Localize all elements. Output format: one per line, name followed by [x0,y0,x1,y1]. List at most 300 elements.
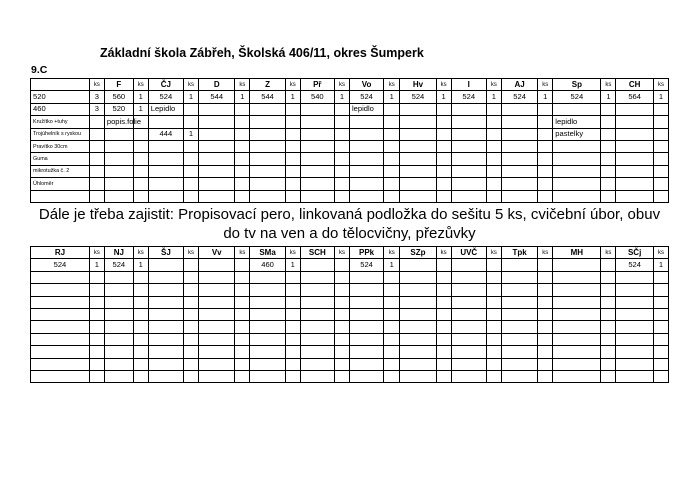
table-cell [334,370,349,382]
table-cell [486,178,501,190]
table-cell [184,140,199,152]
table-cell [89,370,104,382]
table-cell: 1 [436,91,451,103]
table-cell [616,103,653,115]
table-cell: 520 [31,91,90,103]
table-cell [553,153,601,165]
column-header: SCH [300,247,334,259]
table-cell [501,259,537,271]
table-cell [349,116,383,128]
table-cell: 524 [31,259,90,271]
table-cell [148,259,183,271]
table-cell [601,333,616,345]
column-header: ks [538,79,553,91]
table-cell [300,165,334,177]
table-cell [653,153,668,165]
column-header: Sp [553,79,601,91]
table-cell [89,128,104,140]
table-cell [653,358,668,370]
table-cell [436,271,451,283]
table-cell [104,178,133,190]
column-header: I [451,79,486,91]
table-cell [616,165,653,177]
table-cell [235,296,250,308]
table-cell [384,140,400,152]
table-cell [133,346,148,358]
table-cell [486,259,501,271]
table-cell [89,358,104,370]
table-cell [300,346,334,358]
column-header: ks [601,247,616,259]
table-cell [184,346,199,358]
table-cell [184,271,199,283]
table-cell [235,346,250,358]
table-cell [436,284,451,296]
table-cell [349,333,383,345]
table-cell [300,370,334,382]
table-cell [349,178,383,190]
table-cell [89,271,104,283]
table-cell [349,271,383,283]
column-header: ks [133,247,148,259]
table-cell [199,333,235,345]
table-cell [451,153,486,165]
table-cell [436,103,451,115]
table-cell: 544 [250,91,285,103]
table-cell [400,271,436,283]
table-cell [199,140,235,152]
table-cell [285,140,300,152]
table-cell [553,321,601,333]
table-cell [486,153,501,165]
table-cell [133,271,148,283]
table-cell [384,128,400,140]
table-cell: 1 [334,91,349,103]
table-cell [601,346,616,358]
table-cell [400,190,436,202]
table-cell [184,284,199,296]
table-cell [104,296,133,308]
table-cell [89,296,104,308]
table-cell: 544 [199,91,235,103]
table-cell [300,116,334,128]
table-cell: 1 [133,91,148,103]
table-cell [501,271,537,283]
table-cell: 1 [285,259,300,271]
table-cell [184,358,199,370]
table-cell: 524 [451,91,486,103]
column-header: ks [653,247,668,259]
table-cell [235,178,250,190]
table-cell [31,296,90,308]
table-cell [451,333,486,345]
table-cell [148,165,183,177]
table-cell [616,190,653,202]
table-row [31,165,669,177]
table-cell [436,190,451,202]
table-cell [436,346,451,358]
table-cell [436,140,451,152]
table-cell [148,358,183,370]
table-cell [334,296,349,308]
table-cell: 520 [104,103,133,115]
column-header: ks [235,247,250,259]
table-cell [235,284,250,296]
table-cell: Pravítko 30cm [31,140,90,152]
table-cell [501,103,537,115]
table-cell: 524 [553,91,601,103]
table-cell [148,116,183,128]
table-cell [538,190,553,202]
table-row [31,153,669,165]
table-cell [553,259,601,271]
table-cell [400,370,436,382]
table-cell [384,165,400,177]
table-cell [349,358,383,370]
table-cell [250,165,285,177]
table-cell [653,178,668,190]
table-cell: Guma [31,153,90,165]
table-cell [400,346,436,358]
table-cell [400,116,436,128]
table-cell: 1 [538,91,553,103]
table-cell [451,178,486,190]
table-cell [616,370,653,382]
table-cell [486,358,501,370]
column-header: ks [133,79,148,91]
table-cell [601,165,616,177]
table-cell [31,370,90,382]
table-cell [184,190,199,202]
table-cell [538,333,553,345]
table-cell [538,165,553,177]
table-cell [334,259,349,271]
table-cell [199,178,235,190]
table-cell [436,308,451,320]
table-cell [285,284,300,296]
table-cell [451,271,486,283]
table-cell [601,153,616,165]
table-cell [400,153,436,165]
table-cell [384,308,400,320]
table-cell [148,284,183,296]
table-cell [486,271,501,283]
table-cell [538,296,553,308]
table-cell [451,116,486,128]
table-cell [601,116,616,128]
table-cell [235,358,250,370]
supplies-table-bottom [30,246,669,383]
table-cell [184,153,199,165]
table-cell [184,296,199,308]
table-cell [334,153,349,165]
table-cell [133,296,148,308]
table-cell [601,140,616,152]
table-cell [601,308,616,320]
table-cell [300,271,334,283]
table-cell [199,321,235,333]
column-header: RJ [31,247,90,259]
table-cell [538,178,553,190]
column-header: F [104,79,133,91]
table-cell [133,358,148,370]
table-cell [436,259,451,271]
table-cell [349,153,383,165]
table-cell [349,128,383,140]
table-row [31,271,669,283]
table-cell [199,346,235,358]
column-header: Př [300,79,334,91]
column-header: Hv [400,79,436,91]
table-cell: 1 [89,259,104,271]
table-cell [184,370,199,382]
table-cell [653,370,668,382]
table-cell [104,140,133,152]
table-cell [616,153,653,165]
table-cell [436,358,451,370]
table-cell [184,259,199,271]
table-cell [334,321,349,333]
table-cell [235,308,250,320]
table-cell [553,296,601,308]
table-cell [538,116,553,128]
table-cell [104,284,133,296]
table-cell [616,296,653,308]
table-cell [436,153,451,165]
table-cell [285,346,300,358]
table-cell: 1 [653,91,668,103]
table-cell [616,358,653,370]
table-cell [601,259,616,271]
table-cell [199,308,235,320]
table-row [31,140,669,152]
table-cell [285,165,300,177]
table-cell [300,103,334,115]
table-cell [501,140,537,152]
column-header: ks [384,79,400,91]
table-cell [334,284,349,296]
table-cell [133,370,148,382]
table-cell [653,321,668,333]
column-header: ks [235,79,250,91]
table-cell [285,296,300,308]
table-cell [486,140,501,152]
table-cell [199,103,235,115]
table-cell [436,165,451,177]
table-cell [285,178,300,190]
header-row [31,247,669,259]
table-cell [133,140,148,152]
table-cell [148,308,183,320]
table-cell [349,346,383,358]
table-cell [184,116,199,128]
table-cell [148,153,183,165]
table-cell [250,153,285,165]
table-cell [601,103,616,115]
table-cell [349,321,383,333]
table-cell [235,370,250,382]
table-cell [538,140,553,152]
table-cell [184,308,199,320]
table-cell [501,333,537,345]
table-cell [133,308,148,320]
table-cell [384,370,400,382]
table-cell [538,358,553,370]
table-cell [436,321,451,333]
table-cell [400,178,436,190]
table-cell: 524 [148,91,183,103]
table-cell [235,165,250,177]
table-cell [400,308,436,320]
table-cell [199,284,235,296]
table-row [31,308,669,320]
column-header: Tpk [501,247,537,259]
table-cell [235,321,250,333]
column-header: ŠJ [148,247,183,259]
table-cell [601,190,616,202]
table-cell: 564 [616,91,653,103]
table-cell [486,321,501,333]
table-cell [300,259,334,271]
table-cell: 3 [89,103,104,115]
column-header: MH [553,247,601,259]
table-cell: 444 [148,128,183,140]
table-cell: 1 [653,259,668,271]
table-cell [235,259,250,271]
table-cell [285,333,300,345]
table-cell [653,190,668,202]
table-cell [199,358,235,370]
table-cell [148,178,183,190]
table-row [31,190,669,202]
table-cell [104,153,133,165]
table-cell [601,296,616,308]
column-header [31,79,90,91]
table-cell [653,333,668,345]
table-cell [133,153,148,165]
table-cell [250,116,285,128]
table-cell [601,321,616,333]
table-cell [148,333,183,345]
table-cell [538,103,553,115]
table-cell [653,308,668,320]
column-header: ks [285,247,300,259]
table-cell [538,370,553,382]
table-cell [486,346,501,358]
table-cell [451,165,486,177]
column-header: NJ [104,247,133,259]
table-cell [616,271,653,283]
table-cell [400,333,436,345]
table-cell [436,333,451,345]
table-cell [300,128,334,140]
table-cell [601,358,616,370]
table-cell [250,140,285,152]
table-cell [300,321,334,333]
table-cell: 524 [400,91,436,103]
table-cell [384,284,400,296]
table-cell [285,116,300,128]
table-cell [553,178,601,190]
table-cell [104,370,133,382]
table-cell [553,140,601,152]
table-cell [501,296,537,308]
table-cell [89,116,104,128]
table-cell: Úhloměr [31,178,90,190]
table-cell [349,370,383,382]
table-cell [199,259,235,271]
table-cell [235,190,250,202]
table-cell [553,333,601,345]
table-cell [285,153,300,165]
table-cell [148,346,183,358]
table-cell [349,165,383,177]
table-row [31,116,669,128]
table-row [31,321,669,333]
column-header: ks [384,247,400,259]
table-cell [451,358,486,370]
table-cell [400,128,436,140]
table-cell [486,370,501,382]
table-cell: 560 [104,91,133,103]
table-cell [601,178,616,190]
table-cell: 1 [184,128,199,140]
table-cell [334,103,349,115]
table-cell: 524 [616,259,653,271]
table-cell [334,271,349,283]
table-cell [501,308,537,320]
table-cell [104,165,133,177]
column-header: ks [89,79,104,91]
table-cell [334,165,349,177]
table-cell [31,308,90,320]
table-cell: 524 [501,91,537,103]
table-cell [89,178,104,190]
column-header: ks [285,79,300,91]
table-cell [553,284,601,296]
table-cell [300,308,334,320]
table-cell [451,103,486,115]
table-cell [538,153,553,165]
table-cell [451,128,486,140]
table-cell [400,358,436,370]
table-row [31,346,669,358]
table-cell: 3 [89,91,104,103]
table-cell [300,140,334,152]
table-cell [89,190,104,202]
table-cell [199,128,235,140]
column-header: ČJ [148,79,183,91]
table-cell: 524 [349,259,383,271]
table-cell [451,308,486,320]
table-cell [148,296,183,308]
column-header: Vo [349,79,383,91]
table-cell [538,259,553,271]
table-cell: 460 [31,103,90,115]
table-cell [199,271,235,283]
table-cell [235,103,250,115]
column-header: Vv [199,247,235,259]
table-cell [89,165,104,177]
table-cell [235,140,250,152]
table-cell [384,358,400,370]
table-cell [616,333,653,345]
column-header: CH [616,79,653,91]
table-cell [104,358,133,370]
table-cell [89,346,104,358]
column-header: SMa [250,247,285,259]
table-cell [250,271,285,283]
